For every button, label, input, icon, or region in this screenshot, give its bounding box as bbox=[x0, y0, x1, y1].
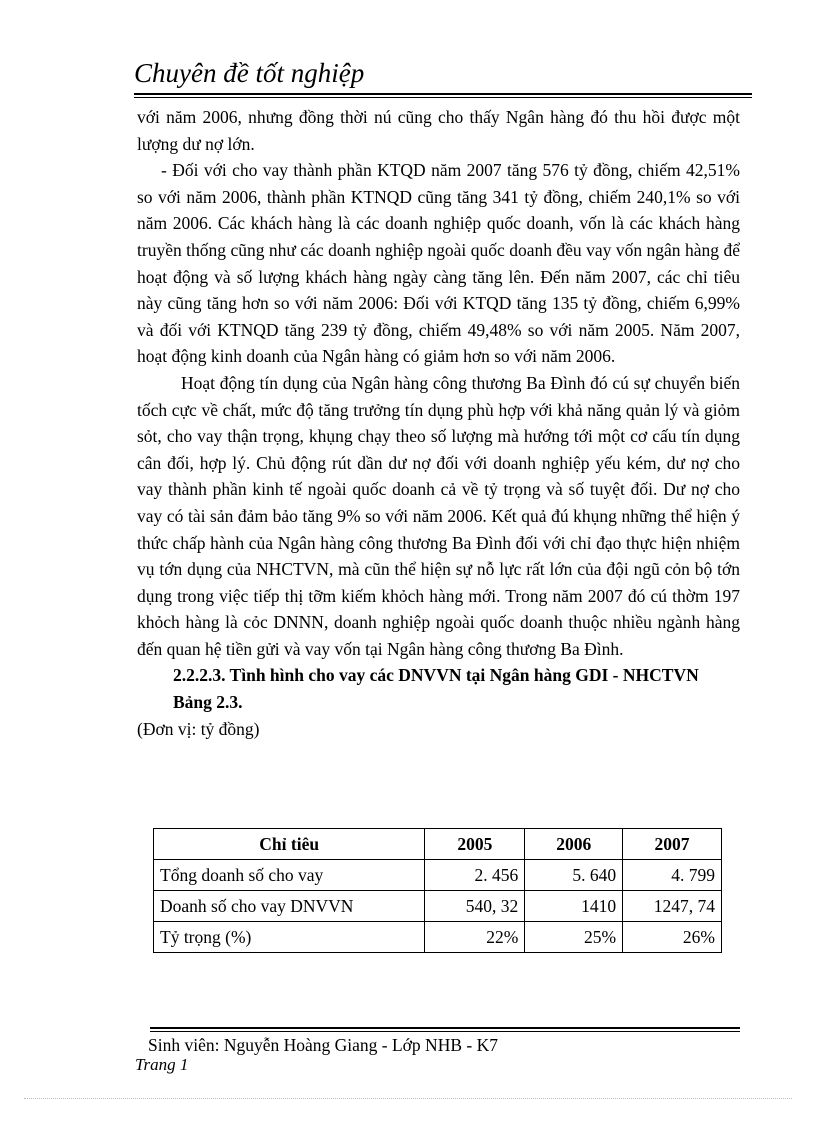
footer-rule-thin bbox=[150, 1031, 740, 1032]
section-heading: 2.2.2.3. Tình hình cho vay các DNVVN tại Ngân hàng GDI - NHCTVN bbox=[173, 665, 699, 686]
header-cell: 2006 bbox=[525, 829, 623, 860]
table-cell: 5. 640 bbox=[525, 860, 623, 891]
table-row bbox=[154, 860, 722, 891]
table-cell: 25% bbox=[525, 922, 623, 953]
table-cell: 1410 bbox=[525, 891, 623, 922]
header-cell: 2005 bbox=[425, 829, 525, 860]
table-cell: Doanh số cho vay DNVVN bbox=[154, 891, 425, 922]
table-cell: Tổng doanh số cho vay bbox=[154, 860, 425, 891]
table-cell: 540, 32 bbox=[425, 891, 525, 922]
table-row bbox=[154, 891, 722, 922]
table-header-row bbox=[154, 829, 722, 860]
table-cell: 22% bbox=[425, 922, 525, 953]
unit-note: (Đơn vị: tỷ đồng) bbox=[137, 718, 260, 739]
table-cell: 26% bbox=[623, 922, 722, 953]
table-caption: Bảng 2.3. bbox=[173, 692, 243, 713]
header-rule bbox=[134, 93, 752, 95]
table-cell: 2. 456 bbox=[425, 860, 525, 891]
footer-page-number: Trang 1 bbox=[135, 1055, 189, 1074]
header-cell: Chỉ tiêu bbox=[154, 829, 425, 860]
paragraph-ktqd: - Đối với cho vay thành phần KTQD năm 2007 tăng 576 tỷ đồng, chiếm 42,51% so với năm 2006, thành phần KTNQD cũng tăng 341 tỷ đồng, chiếm 240,1% so với năm 2006. Các khách hàng là các doanh nghiệp quốc doanh, vốn là các khách hàng truyền thống cũng như các doanh nghiệp ngoài quốc doanh đều vay vốn ngân hàng để hoạt động và số lượng khách hàng ngày càng tăng lên. Đến năm 2007, các chỉ tiêu này cũng tăng hơn so với năm 2006: Đối với KTQD tăng 135 tỷ đồng, chiếm 6,99% và đối với KTNQD tăng 239 tỷ đồng, chiếm 49,48% so với năm 2005. Năm 2007, hoạt động kinh doanh của Ngân hàng có giảm hơn so với năm 2006. bbox=[137, 160, 740, 367]
table-cell: Tỷ trọng (%) bbox=[154, 922, 425, 953]
page-header-title: Chuyên đề tốt nghiệp bbox=[134, 58, 365, 88]
loan-table bbox=[153, 828, 722, 953]
footer-rule bbox=[150, 1027, 740, 1029]
header-cell: 2007 bbox=[623, 829, 722, 860]
table-cell: 4. 799 bbox=[623, 860, 722, 891]
document-body bbox=[137, 104, 740, 742]
footer-student: Sinh viên: Nguyễn Hoàng Giang - Lớp NHB - K7 bbox=[148, 1035, 498, 1055]
table-cell: 1247, 74 bbox=[623, 891, 722, 922]
page-boundary bbox=[24, 1098, 792, 1099]
paragraph-continuation: với năm 2006, nhưng đồng thời nú cũng cho thấy Ngân hàng đó thu hồi được một lượng dư nợ lớn. bbox=[137, 107, 740, 154]
paragraph-credit-activity: Hoạt động tín dụng của Ngân hàng công thương Ba Đình đó cú sự chuyển biến tốch cực về chất, mức độ tăng trưởng tín dụng phù hợp với khả năng quản lý và giỏm sỏt, cho vay thận trọng, khụng chạy theo số lượng mà hướng tới một cơ cấu tín dụng cân đối, hợp lý. Chủ động rút dần dư nợ đối với doanh nghiệp yếu kém, dư nợ cho vay thành phần kinh tế ngoài quốc doanh cả về tỷ trọng và số tuyệt đối. Dư nợ cho vay có tài sản đảm bảo tăng 9% so với năm 2006. Kết quả đú khụng những thể hiện ý thức chấp hành của Ngân hàng công thương Ba Đình đối với chỉ đạo thực hiện nhiệm vụ tớn dụng của NHCTVN, mà cũn thể hiện sự nỗ lực rất lớn của đội ngũ cỏn bộ tớn dụng trong việc tiếp thị tỡm kiếm khỏch hàng mới. Trong năm 2007 đó cú thờm 197 khỏch hàng là cỏc DNNN, doanh nghiệp ngoài quốc doanh thuộc nhiều ngành hàng đến quan hệ tiền gửi và vay vốn tại Ngân hàng công thương Ba Đình. bbox=[137, 372, 740, 659]
header-rule-thin bbox=[134, 97, 752, 98]
table-row bbox=[154, 922, 722, 953]
